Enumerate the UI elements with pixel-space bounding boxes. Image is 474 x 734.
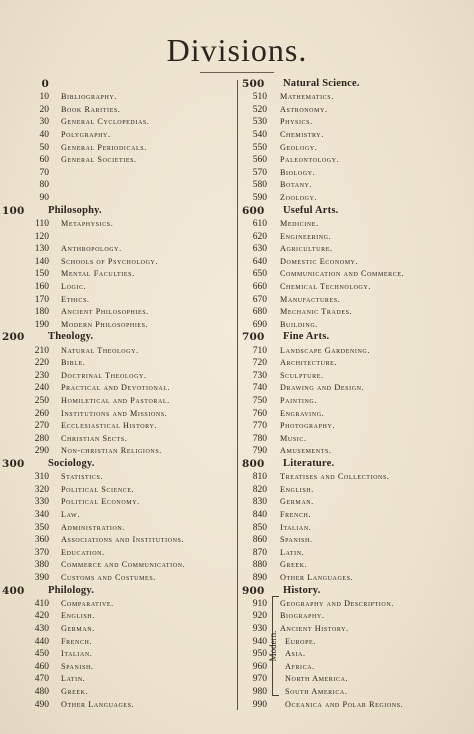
- subdivision-code: 20: [39, 104, 49, 115]
- subdivision-code: 150: [34, 269, 49, 280]
- subdivision-row: [237, 319, 473, 332]
- subdivision-label: French.: [280, 510, 312, 519]
- subdivision-label: Comparative.: [61, 598, 114, 608]
- subdivision-label: Amusements.: [280, 446, 332, 456]
- division-title: History.: [283, 584, 321, 596]
- subdivision-label: Photography.: [280, 421, 336, 431]
- subdivision-code: 120: [34, 231, 49, 242]
- subdivision-label: German.: [280, 497, 314, 507]
- subdivision-code: 750: [252, 395, 267, 406]
- subdivision-code: 570: [252, 167, 267, 178]
- subdivision-row: [0, 345, 236, 358]
- division-section: [0, 458, 236, 585]
- subdivision-code: 170: [34, 294, 49, 305]
- subdivision-code: 950: [252, 649, 267, 660]
- subdivision-code: 290: [34, 446, 49, 457]
- division-code: 300: [2, 457, 25, 470]
- subdivision-label: Statistics.: [61, 472, 104, 482]
- subdivision-label: Doctrinal Theology.: [61, 370, 147, 380]
- subdivision-row: [237, 534, 473, 547]
- subdivision-code: 240: [34, 383, 49, 394]
- subdivision-label: General Societies.: [61, 155, 137, 165]
- subdivision-label: Paleontology.: [280, 155, 340, 165]
- subdivision-code: 110: [35, 218, 49, 229]
- subdivision-label: Domestic Economy.: [280, 256, 359, 266]
- subdivision-code: 580: [252, 180, 267, 191]
- subdivision-row: [0, 91, 236, 104]
- subdivision-code: 680: [252, 307, 267, 318]
- subdivision-label: Music.: [280, 433, 307, 443]
- subdivision-code: 620: [252, 231, 267, 242]
- subdivision-code: 420: [34, 611, 49, 622]
- subdivision-row: [0, 471, 236, 484]
- subdivision-label: Administration.: [61, 522, 125, 532]
- subdivision-row: [0, 559, 236, 572]
- subdivision-label: Spanish.: [280, 535, 313, 545]
- subdivision-code: 80: [39, 180, 49, 191]
- subdivision-label: German.: [61, 624, 95, 634]
- subdivision-label: English.: [280, 484, 314, 494]
- subdivision-row: [237, 445, 473, 458]
- subdivision-code: 810: [252, 472, 267, 483]
- subdivision-code: 790: [252, 446, 267, 457]
- subdivision-code: 890: [252, 572, 267, 583]
- subdivision-label: Sculpture.: [280, 370, 324, 380]
- subdivision-label: Practical and Devotional.: [61, 383, 171, 393]
- subdivision-row: [0, 522, 236, 535]
- subdivision-row: [0, 142, 236, 155]
- subdivision-code: 930: [252, 624, 267, 635]
- subdivision-code: 10: [39, 92, 49, 103]
- subdivision-code: 230: [34, 370, 49, 381]
- subdivision-label: English.: [61, 611, 95, 621]
- subdivision-row: [0, 623, 236, 636]
- subdivision-row: [237, 129, 473, 142]
- subdivision-code: 770: [252, 421, 267, 432]
- modern-label: Modern.: [268, 630, 278, 662]
- subdivision-label: Greek.: [61, 687, 89, 697]
- subdivision-code: 640: [252, 256, 267, 267]
- subdivision-label: Communication and Commerce.: [280, 269, 405, 279]
- subdivision-row: [0, 673, 236, 686]
- subdivision-code: 970: [252, 674, 267, 685]
- division-title: Literature.: [283, 457, 335, 469]
- subdivision-label: Landscape Gardening.: [280, 345, 371, 355]
- subdivision-row: [237, 420, 473, 433]
- subdivision-row: [0, 572, 236, 585]
- subdivision-label: South America.: [285, 687, 348, 697]
- division-code: 600: [242, 204, 265, 217]
- subdivision-code: 850: [252, 522, 267, 533]
- subdivision-code: 730: [252, 370, 267, 381]
- division-title: Theology.: [48, 331, 94, 343]
- subdivision-row: [237, 509, 473, 522]
- subdivision-row: [0, 294, 236, 307]
- subdivision-label: Anthropology.: [61, 244, 122, 254]
- subdivision-row: [237, 167, 473, 180]
- subdivision-row: [237, 218, 473, 231]
- division-heading: [237, 78, 473, 91]
- subdivision-label: Chemistry.: [280, 130, 324, 140]
- subdivision-row: [237, 243, 473, 256]
- subdivision-row: [0, 598, 236, 611]
- subdivision-code: 630: [252, 244, 267, 255]
- subdivision-row: [0, 648, 236, 661]
- subdivision-code: 310: [34, 472, 49, 483]
- subdivision-row: [237, 91, 473, 104]
- subdivision-label: Europe.: [285, 636, 316, 646]
- subdivision-row: [0, 167, 236, 180]
- division-section: [237, 458, 473, 585]
- subdivision-code: 330: [34, 497, 49, 508]
- division-heading: [237, 205, 473, 218]
- subdivision-row: [0, 382, 236, 395]
- subdivision-code: 560: [252, 155, 267, 166]
- subdivision-row: [0, 534, 236, 547]
- subdivision-label: General Cyclopedias.: [61, 117, 150, 127]
- subdivision-code: 860: [252, 535, 267, 546]
- subdivision-label: Mechanic Trades.: [280, 307, 353, 317]
- subdivision-label: Chemical Technology.: [280, 281, 372, 291]
- division-heading: [237, 458, 473, 471]
- subdivision-code: 910: [252, 598, 267, 609]
- subdivision-code: 960: [252, 661, 267, 672]
- subdivision-label: Italian.: [280, 522, 312, 532]
- subdivision-code: 350: [34, 522, 49, 533]
- subdivision-code: 530: [252, 117, 267, 128]
- subdivision-code: 390: [34, 572, 49, 583]
- subdivision-code: 220: [34, 358, 49, 369]
- subdivision-row: [0, 281, 236, 294]
- subdivision-label: Education.: [61, 547, 105, 557]
- subdivision-row: [237, 547, 473, 560]
- division-section: [0, 585, 236, 712]
- subdivision-code: 460: [34, 661, 49, 672]
- subdivision-label: Asia.: [285, 649, 306, 659]
- subdivision-code: 280: [34, 433, 49, 444]
- subdivision-row: [0, 686, 236, 699]
- subdivision-row: [237, 256, 473, 269]
- left-column: [0, 78, 236, 711]
- division-code: 0: [41, 78, 49, 90]
- division-title: Fine Arts.: [283, 331, 330, 343]
- subdivision-row: [237, 382, 473, 395]
- subdivision-label: Botany.: [280, 180, 313, 190]
- subdivision-row: [237, 154, 473, 167]
- subdivision-row: [0, 547, 236, 560]
- subdivision-label: Zoology.: [280, 193, 318, 203]
- subdivision-label: Commerce and Communication.: [61, 560, 186, 570]
- subdivision-label: Natural Theology.: [61, 345, 139, 355]
- subdivision-label: French.: [61, 636, 93, 646]
- subdivision-code: 520: [252, 104, 267, 115]
- subdivision-label: Engineering.: [280, 231, 332, 241]
- division-title: Useful Arts.: [283, 204, 339, 216]
- division-code: 900: [242, 584, 265, 597]
- subdivision-label: Building.: [280, 319, 318, 329]
- subdivision-row: [0, 699, 236, 712]
- subdivision-row: [237, 471, 473, 484]
- subdivision-label: Ethics.: [61, 294, 90, 304]
- subdivision-code: 450: [34, 649, 49, 660]
- subdivision-label: Treatises and Collections.: [280, 472, 390, 482]
- subdivision-code: 590: [252, 193, 267, 204]
- division-title: Philosophy.: [48, 204, 102, 216]
- subdivision-code: 510: [252, 92, 267, 103]
- subdivision-label: Institutions and Missions.: [61, 408, 168, 418]
- division-code: 700: [242, 331, 265, 344]
- subdivision-code: 30: [39, 117, 49, 128]
- subdivision-row: [237, 268, 473, 281]
- subdivision-code: 260: [34, 408, 49, 419]
- subdivision-label: Modern Philosophies.: [61, 319, 149, 329]
- subdivision-label: Book Rarities.: [61, 104, 121, 114]
- subdivision-label: Customs and Costumes.: [61, 572, 156, 582]
- subdivision-code: 250: [34, 395, 49, 406]
- subdivision-row: [0, 395, 236, 408]
- subdivision-row: [237, 306, 473, 319]
- subdivision-label: Physics.: [280, 117, 313, 127]
- subdivision-row: [0, 496, 236, 509]
- subdivision-row: [0, 231, 236, 244]
- subdivision-row: [0, 357, 236, 370]
- subdivision-row: [0, 116, 236, 129]
- subdivision-label: Geology.: [280, 142, 318, 152]
- subdivision-row: [237, 345, 473, 358]
- subdivision-row: [0, 256, 236, 269]
- subdivision-row: [237, 104, 473, 117]
- subdivision-code: 70: [39, 167, 49, 178]
- subdivision-label: Italian.: [61, 649, 93, 659]
- subdivision-code: 190: [34, 319, 49, 330]
- subdivision-label: North America.: [285, 674, 349, 684]
- subdivision-row: [237, 522, 473, 535]
- division-heading: [0, 458, 236, 471]
- subdivision-label: Drawing and Design.: [280, 383, 365, 393]
- division-section: [237, 78, 473, 205]
- subdivision-label: Non-christian Religions.: [61, 446, 162, 456]
- subdivision-code: 380: [34, 560, 49, 571]
- subdivision-row: [237, 433, 473, 446]
- subdivision-row: [237, 281, 473, 294]
- subdivision-code: 980: [252, 687, 267, 698]
- subdivision-row: [237, 408, 473, 421]
- subdivision-row: [237, 572, 473, 585]
- subdivision-row: [0, 306, 236, 319]
- subdivision-code: 740: [252, 383, 267, 394]
- subdivision-label: Mathematics.: [280, 92, 334, 102]
- subdivision-label: Ecclesiastical History.: [61, 421, 158, 431]
- division-heading: [0, 205, 236, 218]
- subdivision-row: [237, 357, 473, 370]
- division-section: [237, 331, 473, 458]
- subdivision-code: 940: [252, 636, 267, 647]
- division-heading: [0, 585, 236, 598]
- subdivision-row: [0, 433, 236, 446]
- subdivision-row: [237, 116, 473, 129]
- subdivision-label: Polygraphy.: [61, 130, 111, 140]
- subdivision-code: 710: [252, 345, 267, 356]
- subdivision-label: Africa.: [285, 661, 315, 671]
- subdivision-code: 820: [252, 484, 267, 495]
- subdivision-label: Other Languages.: [280, 572, 354, 582]
- subdivision-label: Astronomy.: [280, 104, 328, 114]
- subdivision-label: Other Languages.: [61, 699, 135, 709]
- subdivision-code: 990: [252, 699, 267, 710]
- subdivision-row: [0, 370, 236, 383]
- subdivision-row: [0, 104, 236, 117]
- subdivision-code: 470: [34, 674, 49, 685]
- subdivision-label: Homiletical and Pastoral.: [61, 395, 170, 405]
- division-code: 100: [2, 204, 25, 217]
- subdivision-row: [0, 484, 236, 497]
- division-heading: [237, 331, 473, 344]
- subdivision-label: Agriculture.: [280, 244, 333, 254]
- subdivision-label: Political Science.: [61, 484, 135, 494]
- subdivision-label: Spanish.: [61, 661, 94, 671]
- subdivision-row: [0, 243, 236, 256]
- subdivision-row: [237, 294, 473, 307]
- subdivision-row: [0, 154, 236, 167]
- subdivision-code: 210: [34, 345, 49, 356]
- subdivision-row: [0, 129, 236, 142]
- division-title: Sociology.: [48, 457, 95, 469]
- subdivision-code: 880: [252, 560, 267, 571]
- subdivision-code: 440: [34, 636, 49, 647]
- division-code: 200: [2, 331, 25, 344]
- subdivision-label: Associations and Institutions.: [61, 535, 185, 545]
- subdivision-label: Engraving.: [280, 408, 325, 418]
- subdivision-label: Ancient History.: [280, 624, 349, 634]
- subdivision-label: Geography and Description.: [280, 598, 394, 608]
- subdivision-row: [0, 661, 236, 674]
- subdivision-row: [0, 408, 236, 421]
- subdivision-code: 130: [34, 244, 49, 255]
- subdivision-label: Political Economy.: [61, 497, 140, 507]
- subdivision-code: 410: [34, 598, 49, 609]
- page-title: Divisions.: [166, 32, 308, 68]
- subdivision-label: Christian Sects.: [61, 433, 128, 443]
- subdivision-code: 670: [252, 294, 267, 305]
- subdivision-code: 160: [34, 281, 49, 292]
- subdivision-code: 370: [34, 547, 49, 558]
- subdivision-code: 480: [34, 687, 49, 698]
- subdivision-code: 140: [34, 256, 49, 267]
- subdivision-row: [237, 179, 473, 192]
- subdivision-row: [0, 319, 236, 332]
- subdivision-code: 60: [39, 155, 49, 166]
- division-code: 800: [242, 457, 265, 470]
- subdivision-code: 430: [34, 624, 49, 635]
- subdivision-row: [237, 231, 473, 244]
- subdivision-code: 360: [34, 535, 49, 546]
- subdivision-code: 550: [252, 142, 267, 153]
- subdivision-code: 490: [34, 699, 49, 710]
- subdivision-code: 340: [34, 510, 49, 520]
- subdivision-code: 320: [34, 484, 49, 495]
- subdivision-code: 50: [39, 142, 49, 153]
- subdivision-label: Bible.: [61, 358, 86, 368]
- division-heading: [0, 331, 236, 344]
- division-section: [237, 205, 473, 332]
- subdivision-row: [237, 559, 473, 572]
- subdivision-row: [237, 496, 473, 509]
- subdivision-label: Bibliography.: [61, 92, 117, 102]
- subdivision-code: 540: [252, 130, 267, 141]
- subdivision-label: Logic.: [61, 281, 87, 291]
- subdivision-label: Biography.: [280, 611, 325, 621]
- subdivision-code: 870: [252, 547, 267, 558]
- subdivision-label: Painting.: [280, 395, 317, 405]
- subdivision-code: 760: [252, 408, 267, 419]
- subdivision-code: 610: [252, 218, 267, 229]
- subdivision-label: Ancient Philosophies.: [61, 307, 149, 317]
- subdivision-code: 660: [252, 281, 267, 292]
- subdivision-row: [0, 218, 236, 231]
- subdivision-label: Mental Faculties.: [61, 269, 135, 279]
- subdivision-row: [237, 484, 473, 497]
- division-title: Philology.: [48, 584, 95, 596]
- subdivision-row: [0, 192, 236, 205]
- subdivision-row: [237, 142, 473, 155]
- subdivision-code: 720: [252, 358, 267, 369]
- subdivision-label: Oceanica and Polar Regions.: [285, 699, 404, 709]
- subdivision-label: Architecture.: [280, 358, 338, 368]
- subdivision-row: [0, 420, 236, 433]
- subdivision-label: Latin.: [61, 674, 86, 684]
- subdivision-label: Latin.: [280, 547, 305, 557]
- subdivision-code: 920: [252, 611, 267, 622]
- subdivision-label: Biology.: [280, 167, 316, 177]
- subdivision-code: 650: [252, 269, 267, 280]
- subdivision-code: 780: [252, 433, 267, 444]
- subdivision-label: Metaphysics.: [61, 218, 114, 228]
- subdivision-code: 690: [252, 319, 267, 330]
- subdivision-row: [237, 192, 473, 205]
- division-title: Natural Science.: [283, 78, 360, 89]
- subdivision-row: [0, 445, 236, 458]
- subdivision-row: [0, 610, 236, 623]
- subdivision-label: General Periodicals.: [61, 142, 147, 152]
- subdivision-label: Law.: [61, 510, 80, 519]
- subdivision-code: 270: [34, 421, 49, 432]
- subdivision-label: Greek.: [280, 560, 308, 570]
- division-heading: [0, 78, 236, 91]
- subdivision-code: 90: [39, 193, 49, 204]
- subdivision-row: [0, 509, 236, 522]
- subdivision-row: [237, 370, 473, 383]
- subdivision-label: Medicine.: [280, 218, 319, 228]
- division-section: [0, 331, 236, 458]
- subdivision-label: Schools of Psychology.: [61, 256, 159, 266]
- subdivision-code: 40: [39, 130, 49, 141]
- subdivision-row: [0, 636, 236, 649]
- subdivision-row: [237, 395, 473, 408]
- subdivision-code: 840: [252, 510, 267, 520]
- subdivision-row: [0, 268, 236, 281]
- division-code: 400: [2, 584, 25, 597]
- subdivision-code: 830: [252, 497, 267, 508]
- subdivision-row: [237, 699, 473, 712]
- division-section: [0, 78, 236, 205]
- division-section: [0, 205, 236, 332]
- subdivision-row: [0, 179, 236, 192]
- subdivision-code: 180: [34, 307, 49, 318]
- subdivision-label: Manufactures.: [280, 294, 341, 304]
- title-rule: [200, 72, 274, 73]
- division-code: 500: [242, 78, 265, 90]
